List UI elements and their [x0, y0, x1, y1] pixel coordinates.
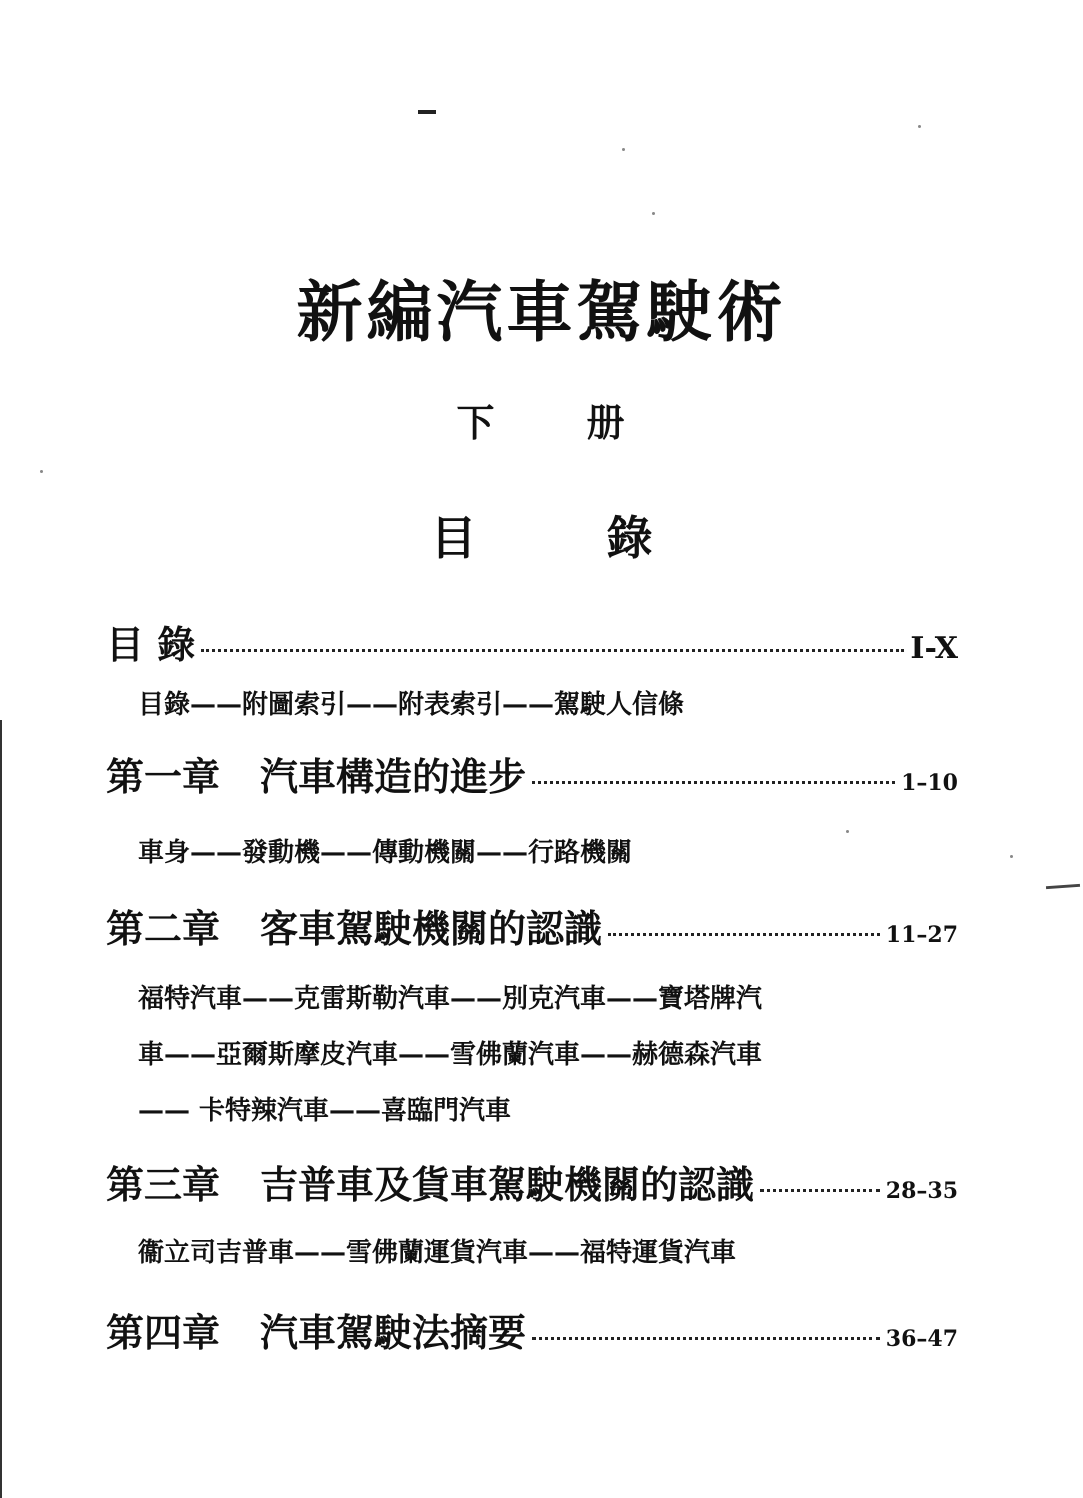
chapter-pages: 28–35 [885, 1178, 958, 1204]
toc-heading-part2: 錄 [606, 511, 653, 565]
chapter-number: 第一章 [106, 754, 221, 799]
chapter-number: 第三章 [106, 1162, 221, 1207]
page-edge-line [0, 720, 2, 1498]
chapter-pages: 1–10 [901, 770, 958, 796]
chapter-subtopics: 衞立司吉普車——雪佛蘭運貨汽車——福特運貨汽車 [138, 1238, 737, 1268]
chapter-number: 第四章 [106, 1310, 221, 1355]
dot-leader [608, 933, 880, 936]
toc-entry-subtopics: 目錄——附圖索引——附表索引——駕駛人信條 [138, 690, 685, 720]
chapter-title: 吉普車及貨車駕駛機關的認識 [260, 1162, 755, 1207]
ink-speck [622, 148, 625, 151]
ink-mark [418, 110, 436, 114]
ink-mark [1046, 884, 1080, 889]
toc-entry-pages: I-X [910, 631, 958, 666]
dot-leader [532, 1337, 880, 1340]
toc-entry-front[interactable] [106, 620, 958, 674]
dot-leader [532, 781, 895, 784]
ink-speck [1010, 855, 1013, 858]
chapter-pages: 11–27 [885, 922, 958, 948]
toc-entry-chapter-3[interactable] [106, 1160, 958, 1216]
chapter-subtopics: 車身——發動機——傳動機關——行路機關 [138, 838, 633, 868]
chapter-title: 汽車駕駛法摘要 [260, 1310, 527, 1355]
chapter-pages: 36–47 [885, 1326, 958, 1352]
dot-leader [201, 649, 904, 652]
dot-leader [760, 1189, 880, 1192]
toc-entry-chapter-1[interactable] [106, 752, 958, 808]
toc-entry-chapter-2[interactable] [106, 904, 958, 960]
chapter-title: 客車駕駛機關的認識 [260, 906, 603, 951]
volume-part1: 下 [456, 400, 497, 445]
toc-heading-part1: 目 [430, 511, 477, 565]
toc-entry-chapter-4[interactable] [106, 1308, 958, 1364]
chapter-subtopics-line-2: 車——亞爾斯摩皮汽車——雪佛蘭汽車——赫德森汽車 [138, 1040, 763, 1070]
volume-part2: 册 [586, 400, 627, 445]
ink-speck [918, 125, 921, 128]
book-title: 新編汽車駕駛術 [296, 273, 787, 351]
chapter-title: 汽車構造的進步 [260, 754, 527, 799]
chapter-subtopics-line-3: —— 卡特辣汽車——喜臨門汽車 [138, 1096, 512, 1126]
volume-label [0, 398, 1083, 448]
chapter-subtopics-line-1: 福特汽車——克雷斯勒汽車——別克汽車——寶塔牌汽 [138, 984, 763, 1014]
toc-heading [0, 508, 1083, 568]
chapter-number: 第二章 [106, 906, 221, 951]
ink-speck [40, 470, 43, 473]
ink-speck [652, 212, 655, 215]
toc-entry-title: 目 錄 [106, 622, 196, 667]
